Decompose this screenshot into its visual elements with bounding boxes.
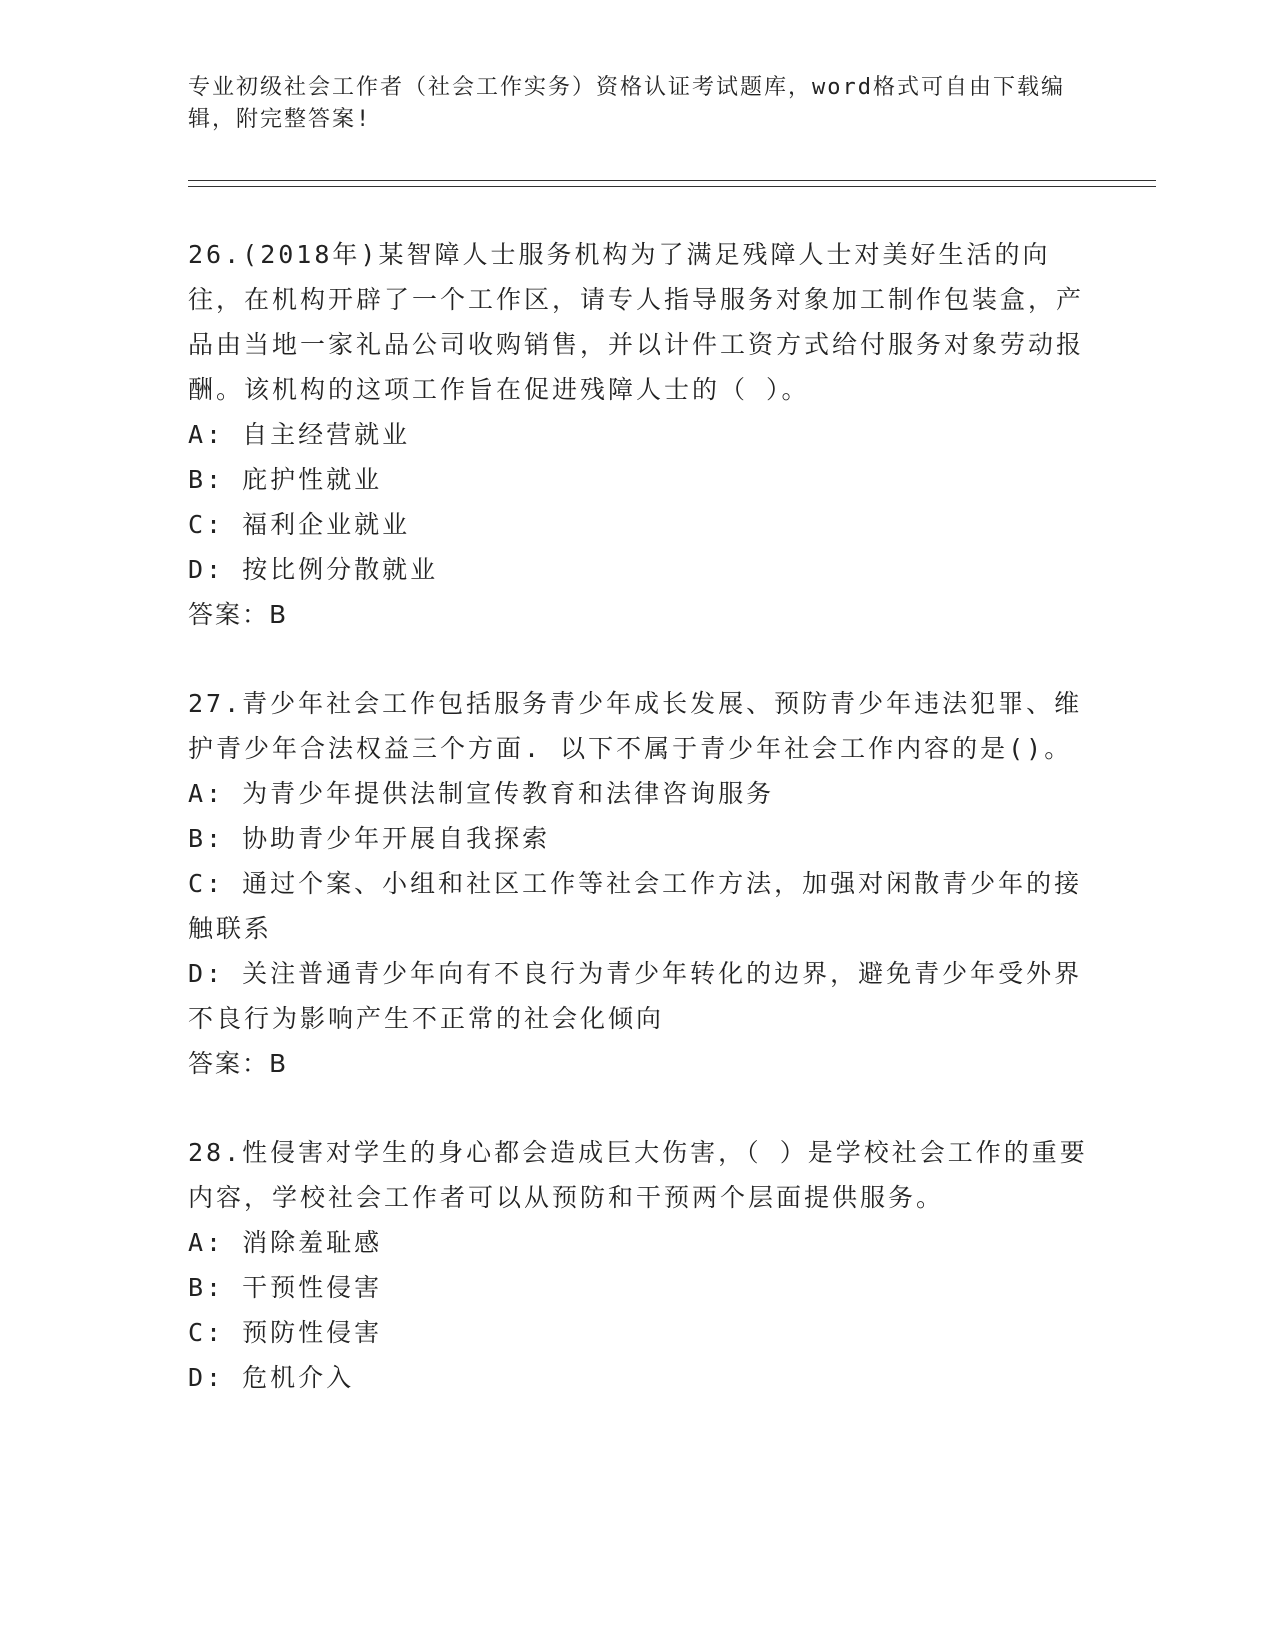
option-b: B: 协助青少年开展自我探索 — [188, 824, 551, 853]
option-a: A: 为青少年提供法制宣传教育和法律咨询服务 — [188, 779, 775, 808]
question-28 — [188, 1130, 1088, 1400]
page-header: 专业初级社会工作者（社会工作实务）资格认证考试题库，word格式可自由下载编辑，附完整答案! — [188, 75, 1065, 132]
option-c: C: 预防性侵害 — [188, 1318, 383, 1347]
option-c: C: 通过个案、小组和社区工作等社会工作方法，加强对闲散青少年的接触联系 — [188, 869, 1083, 943]
question-stem: 26.(2018年)某智障人士服务机构为了满足残障人士对美好生活的向往，在机构开辟了一个工作区，请专人指导服务对象加工制作包装盒，产品由当地一家礼品公司收购销售，并以计件工资方式给付服务对象劳动报酬。该机构的这项工作旨在促进残障人士的（ ）。 — [188, 240, 1085, 404]
option-d: D: 危机介入 — [188, 1363, 355, 1392]
answer: 答案：B — [188, 600, 289, 629]
question-27 — [188, 681, 1088, 1086]
question-stem: 27.青少年社会工作包括服务青少年成长发展、预防青少年违法犯罪、维护青少年合法权益三个方面. 以下不属于青少年社会工作内容的是()。 — [188, 689, 1083, 763]
question-list — [188, 232, 1088, 1444]
option-c: C: 福利企业就业 — [188, 510, 411, 539]
option-b: B: 庇护性就业 — [188, 465, 383, 494]
answer: 答案：B — [188, 1049, 289, 1078]
question-26 — [188, 232, 1088, 637]
option-a: A: 消除羞耻感 — [188, 1228, 383, 1257]
option-a: A: 自主经营就业 — [188, 420, 411, 449]
header-divider — [188, 180, 1156, 187]
option-b: B: 干预性侵害 — [188, 1273, 383, 1302]
question-stem: 28.性侵害对学生的身心都会造成巨大伤害，（ ）是学校社会工作的重要内容，学校社会工作者可以从预防和干预两个层面提供服务。 — [188, 1138, 1088, 1212]
option-d: D: 关注普通青少年向有不良行为青少年转化的边界，避免青少年受外界不良行为影响产生不正常的社会化倾向 — [188, 959, 1083, 1033]
option-d: D: 按比例分散就业 — [188, 555, 439, 584]
